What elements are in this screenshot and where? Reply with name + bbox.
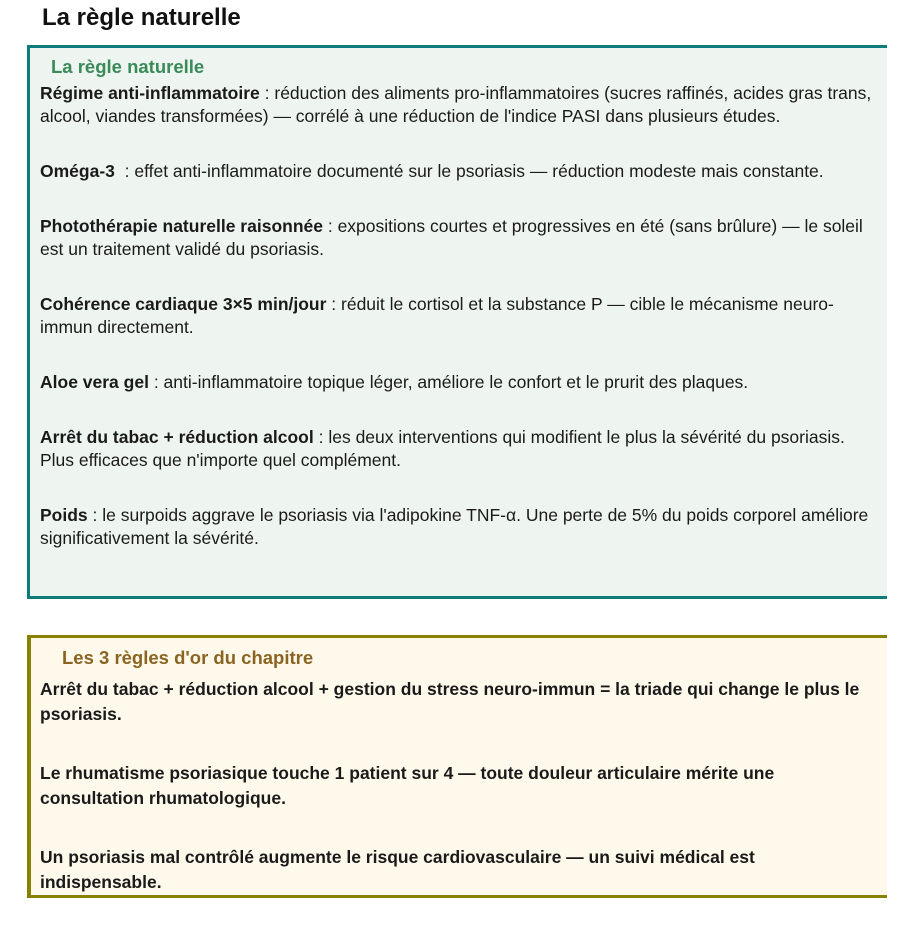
item-text: : réduit le cortisol et la substance P — cible le mécanisme neuro-immun directement.	[40, 294, 834, 337]
item-text: : le surpoids aggrave le psoriasis via l'adipokine TNF-α. Une perte de 5% du poids corporel améliore significativement la sévérité.	[40, 505, 869, 548]
natural-rule-item	[40, 293, 873, 339]
item-text: : anti-inflammatoire topique léger, améliore le confort et le prurit des plaques.	[148, 372, 749, 392]
page-title: La règle naturelle	[42, 4, 241, 31]
item-label: Arrêt du tabac + réduction alcool	[40, 427, 314, 447]
item-text: : effet anti-inflammatoire documenté sur le psoriasis — réduction modeste mais constante.	[114, 161, 824, 181]
golden-rule-item: Arrêt du tabac + réduction alcool + gestion du stress neuro-immun = la triade qui change le plus le psoriasis.	[40, 679, 860, 724]
natural-rule-item	[40, 215, 873, 261]
natural-rule-list	[40, 82, 873, 582]
golden-rules-box	[27, 635, 887, 898]
golden-rule-item: Un psoriasis mal contrôlé augmente le risque cardiovasculaire — un suivi médical est indispensable.	[40, 847, 755, 892]
item-label: Poids	[40, 505, 88, 525]
natural-rule-box	[27, 45, 887, 599]
item-label: Aloe vera gel	[40, 372, 149, 392]
golden-rule-item: Le rhumatisme psoriasique touche 1 patient sur 4 — toute douleur articulaire mérite une consultation rhumatologique.	[40, 763, 775, 808]
natural-rule-item	[40, 504, 873, 550]
item-text: : les deux interventions qui modifient le plus la sévérité du psoriasis. Plus efficaces que n'importe quel complément.	[40, 427, 845, 470]
natural-rule-item	[40, 160, 873, 183]
golden-rules-box-title: Les 3 règles d'or du chapitre	[62, 647, 314, 668]
natural-rule-item	[40, 426, 873, 472]
item-label: Oméga-3	[40, 161, 115, 181]
item-label: Régime anti-inflammatoire	[40, 83, 260, 103]
natural-rule-item	[40, 371, 873, 394]
item-text: : réduction des aliments pro-inflammatoires (sucres raffinés, acides gras trans, alcool, viandes transformées) — corrélé à une réduction de l'indice PASI dans plusieurs études.	[40, 83, 872, 126]
natural-rule-item	[40, 82, 873, 128]
item-label: Cohérence cardiaque 3×5 min/jour	[40, 294, 327, 314]
item-label: Photothérapie naturelle raisonnée	[40, 216, 323, 236]
golden-rules-list	[40, 677, 873, 929]
natural-rule-box-title: La règle naturelle	[51, 56, 205, 77]
item-text: : expositions courtes et progressives en été (sans brûlure) — le soleil est un traitement validé du psoriasis.	[40, 216, 863, 259]
